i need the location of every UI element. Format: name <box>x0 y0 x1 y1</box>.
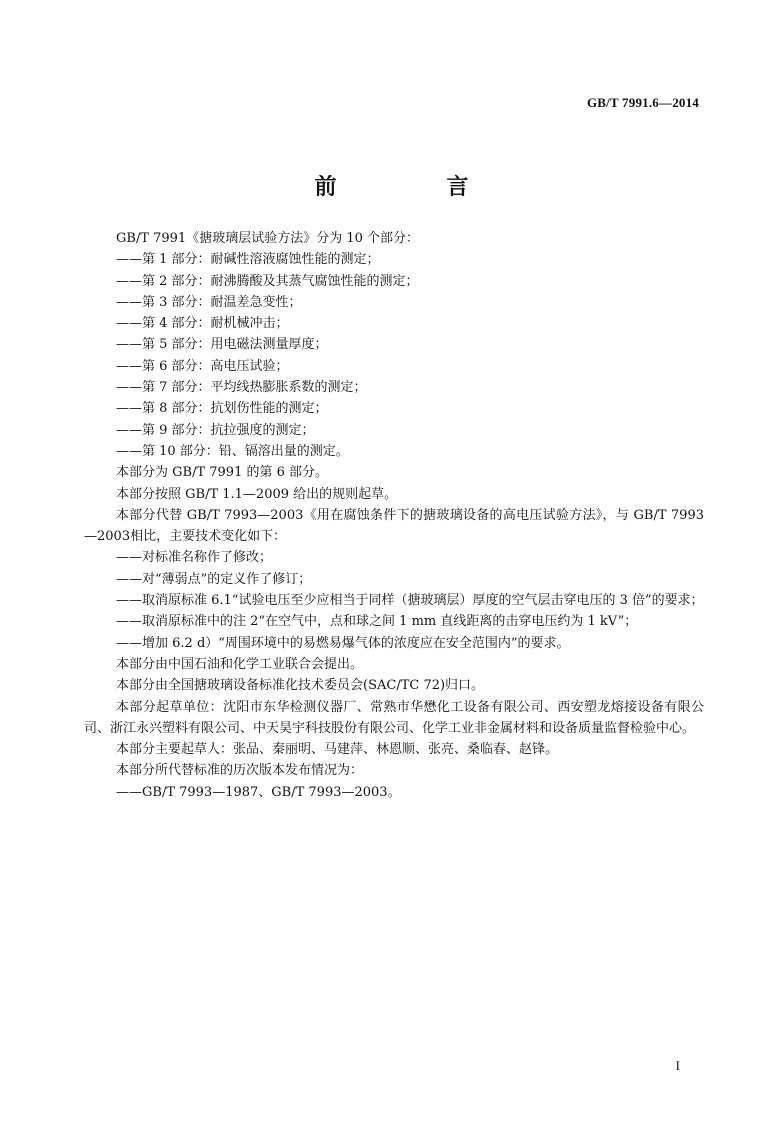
paragraph-drafting-units: 本部分起草单位：沈阳市东华检测仪器厂、常熟市华懋化工设备有限公司、西安塑龙熔接设备有限公司、浙江永兴塑料有限公司、中天昊宇科技股份有限公司、化学工业非金属材料和设备质量监督检验中心。 <box>84 699 704 736</box>
list-item-part-10: ——第 10 部分：铅、镉溶出量的测定。 <box>116 443 349 459</box>
list-item-change-4: ——取消原标准中的注 2“在空气中，点和球之间 1 mm 直线距离的击穿电压约为 1 kV”； <box>116 614 638 630</box>
paragraph-previous-editions: 本部分所代替标准的历次版本发布情况为： <box>116 763 364 779</box>
paragraph-proposed-by: 本部分由中国石油和化学工业联合会提出。 <box>116 656 364 672</box>
paragraph-drafters: 本部分主要起草人：张品、秦丽明、马建萍、林恩顺、张亮、桑临春、赵锋。 <box>116 742 559 758</box>
list-item-part-1: ——第 1 部分：耐碱性溶液腐蚀性能的测定； <box>116 252 380 268</box>
list-item-previous-editions: ——GB/T 7993—1987、GB/T 7993—2003。 <box>116 784 401 800</box>
list-item-part-6: ——第 6 部分：高电压试验； <box>116 358 289 374</box>
list-item-part-9: ——第 9 部分：抗拉强度的测定； <box>116 422 315 438</box>
paragraph-parts-intro: GB/T 7991《搪玻璃层试验方法》分为 10 个部分： <box>116 231 420 246</box>
list-item-change-3: ——取消原标准 6.1“试验电压至少应相当于同样（搪玻璃层）厚度的空气层击穿电压的 3 倍”的要求； <box>116 593 704 609</box>
list-item-change-5: ——增加 6.2 d）“周围环境中的易燃易爆气体的浓度应在安全范围内”的要求。 <box>116 635 570 651</box>
list-item-part-7: ——第 7 部分：平均线热膨胀系数的测定； <box>116 380 367 396</box>
list-item-part-3: ——第 3 部分：耐温差急变性； <box>116 294 302 310</box>
page-number: I <box>675 1058 680 1073</box>
foreword-body <box>84 228 704 803</box>
list-item-change-2: ——对“薄弱点”的定义作了修订； <box>116 571 312 587</box>
paragraph-replacement: 本部分代替 GB/T 7993—2003《用在腐蚀条件下的搪玻璃设备的高电压试验方法》，与 GB/T 7993—2003相比，主要技术变化如下： <box>84 507 704 545</box>
standard-code: GB/T 7991.6—2014 <box>586 95 699 110</box>
list-item-part-5: ——第 5 部分：用电磁法测量厚度； <box>116 337 328 353</box>
paragraph-centralized-by: 本部分由全国搪玻璃设备标准化技术委员会(SAC/TC 72)归口。 <box>116 678 485 694</box>
list-item-change-1: ——对标准名称作了修改； <box>116 550 273 566</box>
list-item-part-2: ——第 2 部分：耐沸腾酸及其蒸气腐蚀性能的测定； <box>116 273 419 289</box>
paragraph-part-statement: 本部分为 GB/T 7991 的第 6 部分。 <box>116 465 329 481</box>
paragraph-drafting-rules: 本部分按照 GB/T 1.1—2009 给出的规则起草。 <box>116 486 398 502</box>
page-title: 前 言 <box>314 174 513 200</box>
list-item-part-8: ——第 8 部分：抗划伤性能的测定； <box>116 401 328 417</box>
list-item-part-4: ——第 4 部分：耐机械冲击； <box>116 316 289 332</box>
